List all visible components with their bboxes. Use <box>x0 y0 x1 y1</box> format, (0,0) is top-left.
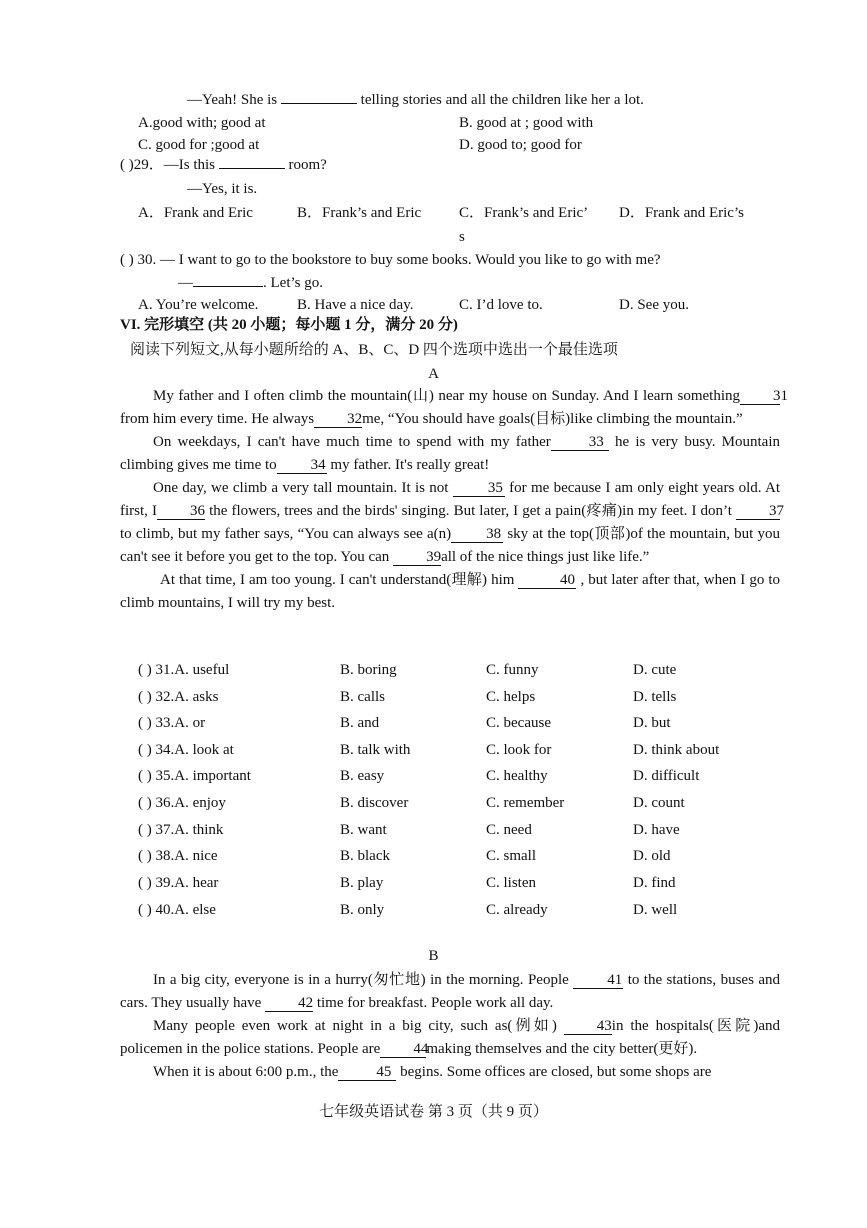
section-instruction: 阅读下列短文,从每小题所给的 A、B、C、D 四个选项中选出一个最佳选项 <box>130 342 618 358</box>
q28-option-c: C. good for ;good at <box>138 137 260 153</box>
passage-b-label: B <box>428 948 439 964</box>
q28-option-b: B. good at ; good with <box>459 115 594 131</box>
passage-a-paragraph-3: One day, we climb a very tall mountain. It is not 35 for me because I am only eight years old. At first, I 36 the flowers, trees and the birds' singing. But later, I get a pain(疼痛)in my feet. I don’t 37to climb, but my father says, “You can always see a(n) 38 sky at the top(顶部)of the mountain, but you can't see it before you get to the top. You can 39all of the nice things just like life.” <box>120 480 784 565</box>
q29-option-a: A．Frank and Eric <box>138 205 253 221</box>
option-row: ( ) 36.A. enjoy B. discover C. remember D. count <box>138 795 685 811</box>
section-heading: VI. 完形填空 (共 20 小题；每小题 1 分，满分 20 分) <box>120 317 458 333</box>
option-row: ( ) 33.A. or B. and C. because D. but <box>138 715 671 731</box>
q28-blank <box>281 103 357 104</box>
q29-option-c-wrap: s <box>459 229 465 245</box>
blank-37: 37 <box>736 503 780 520</box>
q29-stem: ( )29．—Is this <box>120 157 215 173</box>
passage-b-paragraph-2: Many people even work at night in a big city, such as(例如) 43in the hospitals(医院)and policemen in the police stations. People are 44making themselves and the city better(更好). <box>120 1018 781 1057</box>
blank-31: 31 <box>740 388 780 405</box>
page-footer: 七年级英语试卷 第 3 页（共 9 页） <box>319 1104 548 1120</box>
blank-33: 33 <box>551 434 609 451</box>
blank-42: 42 <box>265 995 313 1012</box>
option-row: ( ) 32.A. asks B. calls C. helps D. tells <box>138 689 677 705</box>
blank-39: 39 <box>393 549 441 566</box>
passage-a-label: A <box>428 366 439 382</box>
q29-blank <box>219 168 285 169</box>
q28-reply-pre: —Yeah! She is <box>187 92 278 108</box>
blank-45: 45 <box>338 1064 396 1081</box>
q30-blank <box>193 286 263 287</box>
q30-question: ( ) 30. — I want to go to the bookstore to buy some books. Would you like to go with me? <box>120 252 661 268</box>
q28-option-a: A.good with; good at <box>138 115 266 131</box>
q30-option-b: B. Have a nice day. <box>297 297 414 313</box>
q30-reply-dash: — <box>178 275 193 291</box>
blank-41: 41 <box>573 972 623 989</box>
q29-stem-end: room? <box>288 157 327 173</box>
passage-a-paragraph-4: At that time, I am too young. I can't understand(理解) him 40 , but later after that, when I go to climb mountains, I will try my best. <box>120 572 781 611</box>
q30-reply <box>178 273 323 293</box>
q28-option-d: D. good to; good for <box>459 137 582 153</box>
passage-a-paragraph-2: On weekdays, I can't have much time to spend with my father 33 he is very busy. Mountain climbing gives me time to 34 my father. It's really great! <box>120 434 781 473</box>
q29-option-c: C．Frank’s and Eric’ <box>459 205 589 221</box>
passage-b <box>120 969 780 1084</box>
option-row: ( ) 39.A. hear B. play C. listen D. find <box>138 875 676 891</box>
passage-a-paragraph-1: My father and I often climb the mountain(山) near my house on Sunday. And I learn something 31from him every time. He always 32me, “You should have goals(目标)like climbing the mountain.” <box>120 388 788 427</box>
q30-option-c: C. I’d love to. <box>459 297 543 313</box>
option-row: ( ) 31.A. useful B. boring C. funny D. cute <box>138 662 677 678</box>
option-row: ( ) 37.A. think B. want C. need D. have <box>138 822 680 838</box>
blank-44: 44 <box>380 1041 426 1058</box>
q29-reply: —Yes, it is. <box>187 181 258 197</box>
q30-option-a: A. You’re welcome. <box>138 297 259 313</box>
q28-reply <box>187 90 644 110</box>
option-row: ( ) 38.A. nice B. black C. small D. old <box>138 848 671 864</box>
q29-option-d: D．Frank and Eric’s <box>619 205 744 221</box>
blank-43: 43 <box>564 1018 612 1035</box>
passage-a <box>120 385 788 615</box>
blank-34: 34 <box>277 457 327 474</box>
q28-reply-post: telling stories and all the children like her a lot. <box>360 92 644 108</box>
blank-35: 35 <box>453 480 505 497</box>
blank-36: 36 <box>157 503 205 520</box>
option-row: ( ) 40.A. else B. only C. already D. well <box>138 902 678 918</box>
passage-b-paragraph-3: When it is about 6:00 p.m., the 45 begins. Some offices are closed, but some shops are <box>153 1064 712 1080</box>
option-row: ( ) 35.A. important B. easy C. healthy D. difficult <box>138 768 700 784</box>
passage-b-paragraph-1: In a big city, everyone is in a hurry(匆忙地) in the morning. People 41 to the stations, buses and cars. They usually have 42 time for breakfast. People work all day. <box>120 972 781 1011</box>
option-row: ( ) 34.A. look at B. talk with C. look for D. think about <box>138 742 720 758</box>
q29-question <box>120 155 327 175</box>
q29-option-b: B．Frank’s and Eric <box>297 205 422 221</box>
blank-38: 38 <box>451 526 503 543</box>
q30-option-d: D. See you. <box>619 297 689 313</box>
blank-32: 32 <box>314 411 362 428</box>
q30-reply-post: . Let’s go. <box>263 275 323 291</box>
blank-40: 40 <box>518 572 576 589</box>
